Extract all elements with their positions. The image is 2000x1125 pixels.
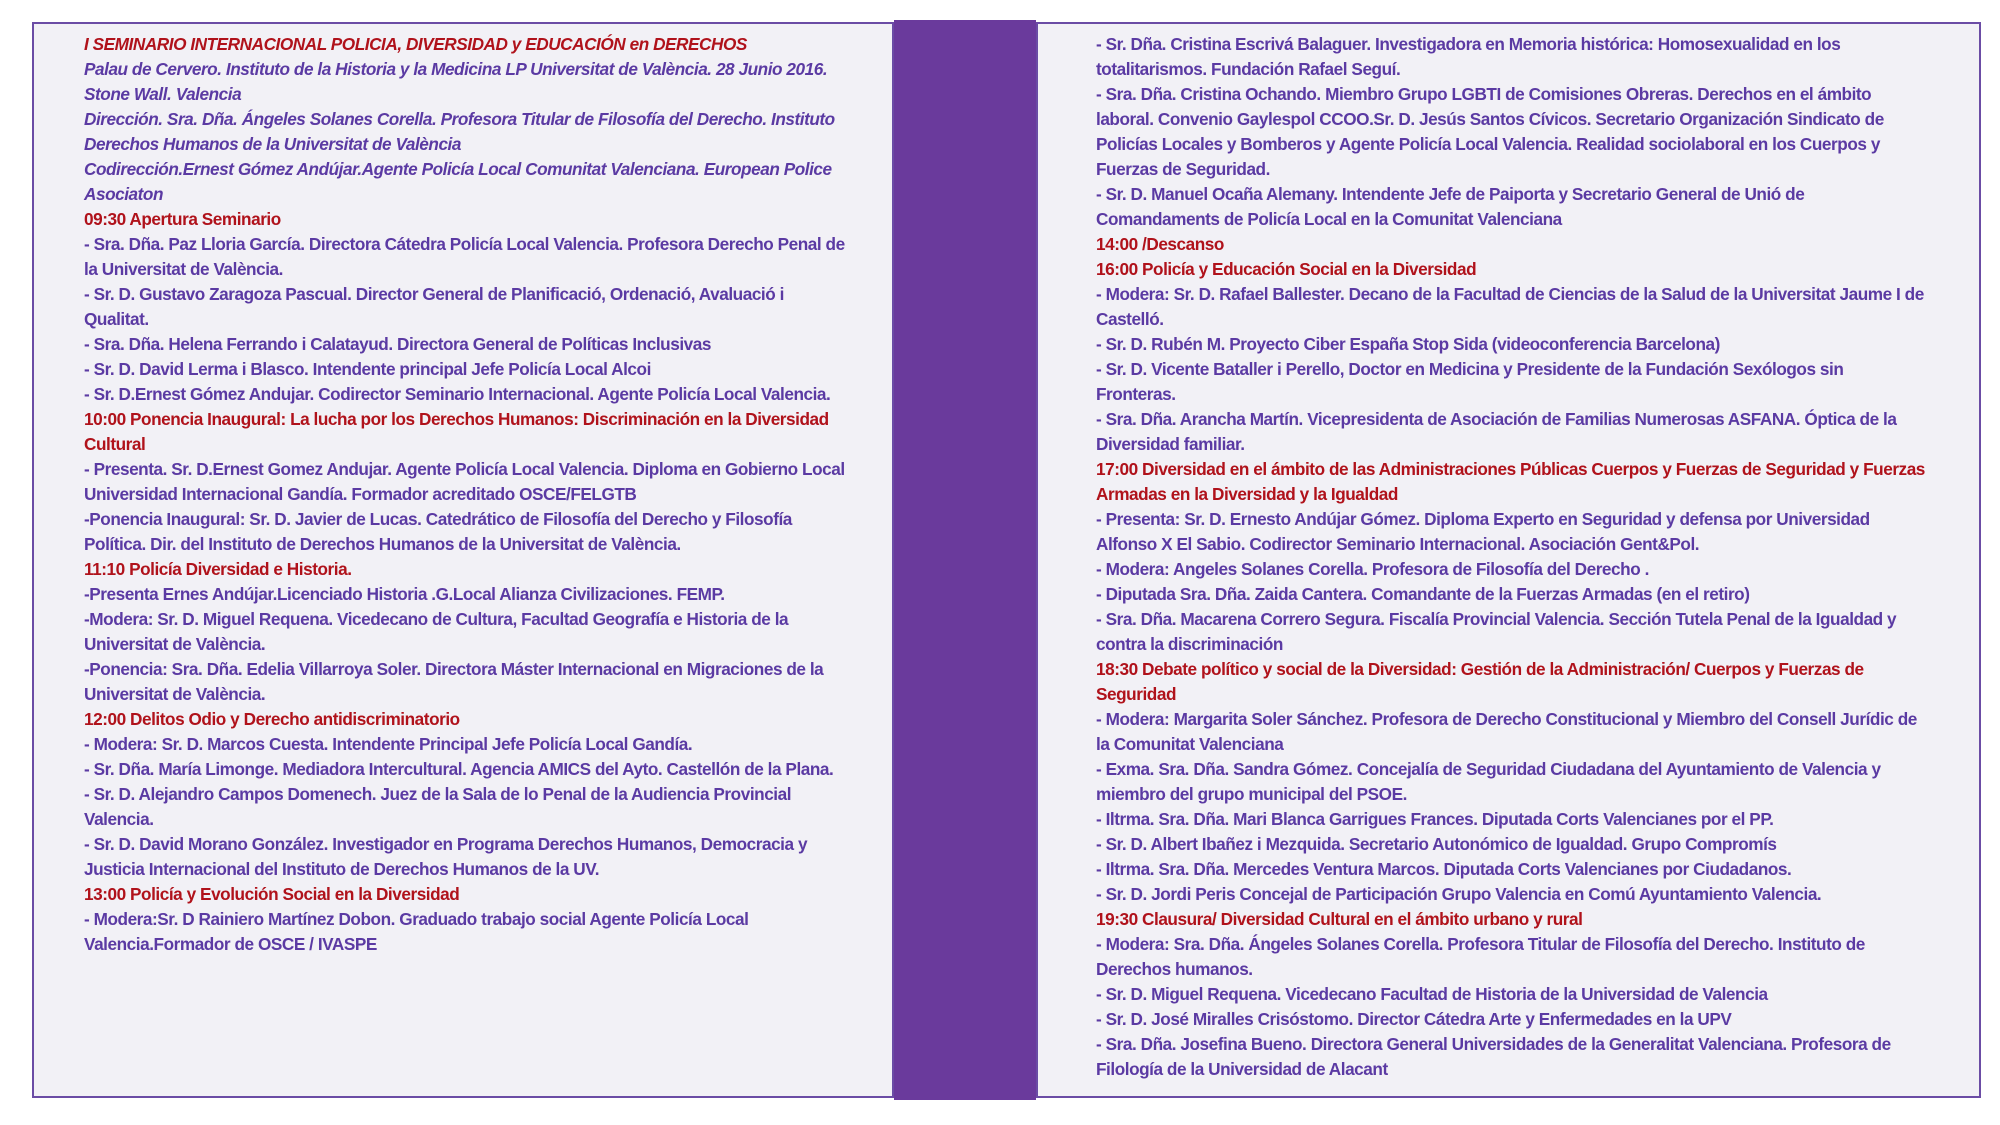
session-heading: 11:10 Policía Diversidad e Historia.	[84, 559, 352, 579]
speaker-entry: - Sra. Dña. Helena Ferrando i Calatayud. Directora General de Políticas Inclusivas	[84, 334, 711, 354]
speaker-entry: - Modera: Margarita Soler Sánchez. Profesora de Derecho Constitucional y Miembro del Consell Jurídic de la Comunitat Valenciana	[1096, 709, 1917, 754]
speaker-entry: - Diputada Sra. Dña. Zaida Cantera. Comandante de la Fuerzas Armadas (en el retiro)	[1096, 584, 1750, 604]
program-column-left	[84, 32, 846, 957]
center-fold-band	[894, 20, 1036, 1100]
speaker-entry: - Modera: Sr. D. Rafael Ballester. Decano de la Facultad de Ciencias de la Salud de la Universitat Jaume I de Castelló.	[1096, 284, 1924, 329]
speaker-entry: - Sr. D. Albert Ibañez i Mezquida. Secretario Autonómico de Igualdad. Grupo Compromís	[1096, 834, 1777, 854]
speaker-entry: - Sr. Dña. Cristina Escrivá Balaguer. Investigadora en Memoria histórica: Homosexualidad en los totalitarismos. Fundación Rafael Seguí.	[1096, 34, 1841, 79]
speaker-entry: - Sra. Dña. Paz Lloria García. Directora Cátedra Policía Local Valencia. Profesora Derecho Penal de la Universitat de València.	[84, 234, 845, 279]
speaker-entry: - Sr. D.Ernest Gómez Andujar. Codirector Seminario Internacional. Agente Policía Local Valencia.	[84, 384, 831, 404]
session-heading: 13:00 Policía y Evolución Social en la Diversidad	[84, 884, 460, 904]
session-heading: I SEMINARIO INTERNACIONAL POLICIA, DIVERSIDAD y EDUCACIÓN en DERECHOS	[84, 34, 747, 54]
speaker-entry: - Modera: Sr. D. Marcos Cuesta. Intendente Principal Jefe Policía Local Gandía.	[84, 734, 693, 754]
session-heading: 19:30 Clausura/ Diversidad Cultural en el ámbito urbano y rural	[1096, 909, 1583, 929]
speaker-entry: - Sr. D. Vicente Bataller i Perello, Doctor en Medicina y Presidente de la Fundación Sexólogos sin Fronteras.	[1096, 359, 1844, 404]
session-heading: 17:00 Diversidad en el ámbito de las Administraciones Públicas Cuerpos y Fuerzas de Seguridad y Fuerzas Armadas en la Diversidad y la Igualdad	[1096, 459, 1925, 504]
event-info: Palau de Cervero. Instituto de la Historia y la Medicina LP Universitat de València. 28 Junio 2016. Stone Wall. Valencia	[84, 59, 828, 104]
session-heading: 10:00 Ponencia Inaugural: La lucha por los Derechos Humanos: Discriminación en la Diversidad Cultural	[84, 409, 829, 454]
speaker-entry: - Sra. Dña. Arancha Martín. Vicepresidenta de Asociación de Familias Numerosas ASFANA. Óptica de la Diversidad familiar.	[1096, 409, 1897, 454]
speaker-entry: - Modera: Angeles Solanes Corella. Profesora de Filosofía del Derecho .	[1096, 559, 1649, 579]
session-heading: 12:00 Delitos Odio y Derecho antidiscriminatorio	[84, 709, 460, 729]
speaker-entry: - Exma. Sra. Dña. Sandra Gómez. Concejalía de Seguridad Ciudadana del Ayuntamiento de Valencia y miembro del grupo municipal del PSOE.	[1096, 759, 1881, 804]
session-heading: 14:00 /Descanso	[1096, 234, 1224, 254]
event-info: Codirección.Ernest Gómez Andújar.Agente Policía Local Comunitat Valenciana. European Police Asociaton	[84, 159, 832, 204]
speaker-entry: - Sr. D. David Morano González. Investigador en Programa Derechos Humanos, Democracia y Justicia Internacional del Instituto de Derechos Humanos de la UV.	[84, 834, 808, 879]
speaker-entry: - Sra. Dña. Cristina Ochando. Miembro Grupo LGBTI de Comisiones Obreras. Derechos en el ámbito laboral. Convenio Gaylespol CCOO.Sr. D. Jesús Santos Cívicos. Secretario Organización Sindicato de Policías Locales y Bomberos y Agente Policía Local Valencia. Realidad sociolaboral en los Cuerpos y Fuerzas de Seguridad.	[1096, 84, 1884, 179]
speaker-entry: - Sr. D. Alejandro Campos Domenech. Juez de la Sala de lo Penal de la Audiencia Provincial Valencia.	[84, 784, 792, 829]
speaker-entry: - Sra. Dña. Macarena Correro Segura. Fiscalía Provincial Valencia. Sección Tutela Penal de la Igualdad y contra la discriminación	[1096, 609, 1897, 654]
program-column-right	[1096, 32, 1926, 1082]
speaker-entry: - Iltrma. Sra. Dña. Mari Blanca Garrigues Frances. Diputada Corts Valencianes por el PP.	[1096, 809, 1774, 829]
speaker-entry: - Sr. D. José Miralles Crisóstomo. Director Cátedra Arte y Enfermedades en la UPV	[1096, 1009, 1732, 1029]
speaker-entry: - Presenta. Sr. D.Ernest Gomez Andujar. Agente Policía Local Valencia. Diploma en Gobierno Local Universidad Internacional Gandía. Formador acreditado OSCE/FELGTB	[84, 459, 845, 504]
speaker-entry: - Sra. Dña. Josefina Bueno. Directora General Universidades de la Generalitat Valenciana. Profesora de Filología de la Universidad de Alacant	[1096, 1034, 1891, 1079]
speaker-entry: - Sr. Dña. María Limonge. Mediadora Intercultural. Agencia AMICS del Ayto. Castellón de la Plana.	[84, 759, 834, 779]
speaker-entry: -Presenta Ernes Andújar.Licenciado Historia .G.Local Alianza Civilizaciones. FEMP.	[84, 584, 725, 604]
speaker-entry: - Modera:Sr. D Rainiero Martínez Dobon. Graduado trabajo social Agente Policía Local Valencia.Formador de OSCE / IVASPE	[84, 909, 749, 954]
speaker-entry: - Sr. D. Gustavo Zaragoza Pascual. Director General de Planificació, Ordenació, Avaluació i Qualitat.	[84, 284, 784, 329]
session-heading: 09:30 Apertura Seminario	[84, 209, 281, 229]
speaker-entry: - Modera: Sra. Dña. Ángeles Solanes Corella. Profesora Titular de Filosofía del Derecho. Instituto de Derechos humanos.	[1096, 934, 1865, 979]
speaker-entry: - Sr. D. Jordi Peris Concejal de Participación Grupo Valencia en Comú Ayuntamiento Valencia.	[1096, 884, 1822, 904]
speaker-entry: -Ponencia: Sra. Dña. Edelia Villarroya Soler. Directora Máster Internacional en Migraciones de la Universitat de València.	[84, 659, 824, 704]
speaker-entry: -Ponencia Inaugural: Sr. D. Javier de Lucas. Catedrático de Filosofía del Derecho y Filosofía Política. Dir. del Instituto de Derechos Humanos de la Universitat de València.	[84, 509, 792, 554]
speaker-entry: - Sr. D. Miguel Requena. Vicedecano Facultad de Historia de la Universidad de Valencia	[1096, 984, 1768, 1004]
event-info: Dirección. Sra. Dña. Ángeles Solanes Corella. Profesora Titular de Filosofía del Derecho. Instituto Derechos Humanos de la Universitat de València	[84, 109, 835, 154]
speaker-entry: - Iltrma. Sra. Dña. Mercedes Ventura Marcos. Diputada Corts Valencianes por Ciudadanos.	[1096, 859, 1792, 879]
speaker-entry: - Sr. D. Rubén M. Proyecto Ciber España Stop Sida (videoconferencia Barcelona)	[1096, 334, 1720, 354]
speaker-entry: -Modera: Sr. D. Miguel Requena. Vicedecano de Cultura, Facultad Geografía e Historia de la Universitat de València.	[84, 609, 789, 654]
speaker-entry: - Sr. D. David Lerma i Blasco. Intendente principal Jefe Policía Local Alcoi	[84, 359, 651, 379]
session-heading: 16:00 Policía y Educación Social en la Diversidad	[1096, 259, 1477, 279]
speaker-entry: - Presenta: Sr. D. Ernesto Andújar Gómez. Diploma Experto en Seguridad y defensa por Universidad Alfonso X El Sabio. Codirector Seminario Internacional. Asociación Gent&Pol.	[1096, 509, 1870, 554]
speaker-entry: - Sr. D. Manuel Ocaña Alemany. Intendente Jefe de Paiporta y Secretario General de Unió de Comandaments de Policía Local en la Comunitat Valenciana	[1096, 184, 1805, 229]
session-heading: 18:30 Debate político y social de la Diversidad: Gestión de la Administración/ Cuerpos y Fuerzas de Seguridad	[1096, 659, 1864, 704]
